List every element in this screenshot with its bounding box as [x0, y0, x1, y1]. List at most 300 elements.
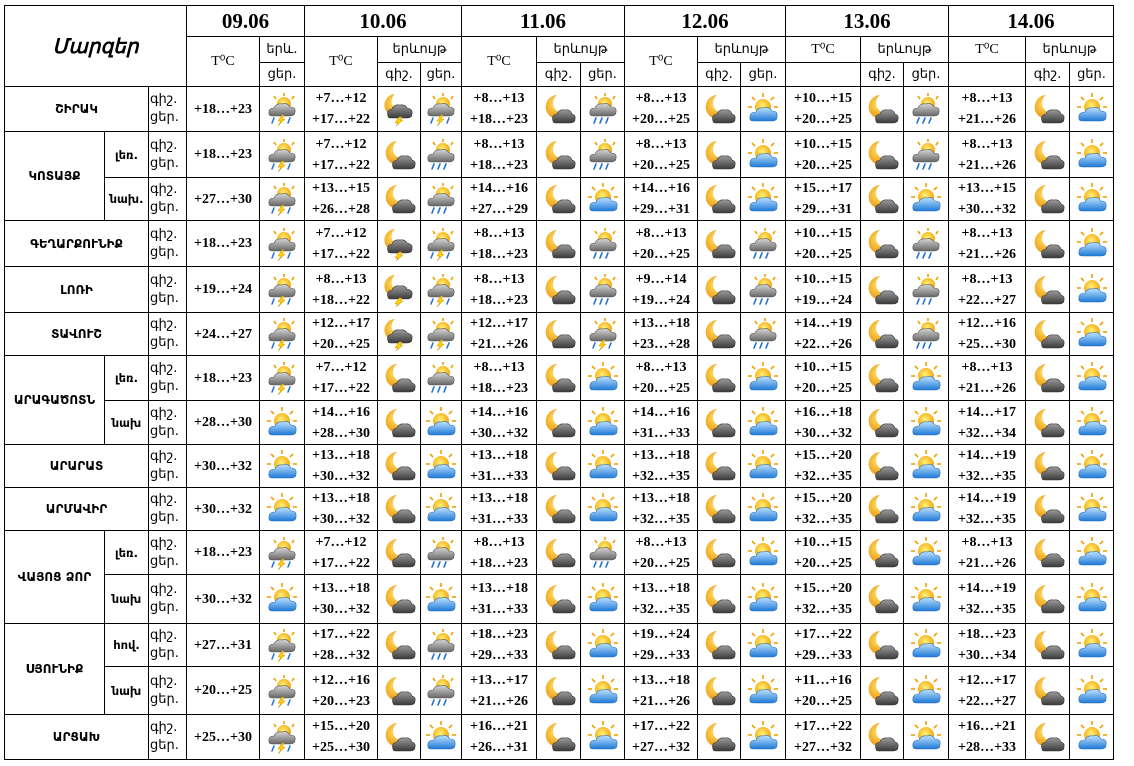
night-temp: +13…+18	[632, 672, 690, 688]
time-of-day-labels	[149, 267, 187, 313]
day-temp: +25…+30	[958, 337, 1016, 352]
night-temp: +8…+13	[473, 360, 525, 375]
night-temp: +10…+15	[794, 136, 852, 152]
moon-storm-icon	[378, 92, 420, 126]
night-label: գիշ.	[150, 226, 178, 242]
temperature-cell	[786, 313, 861, 356]
night-temp: +13…+18	[632, 316, 690, 331]
moon-cloud-icon	[378, 628, 420, 662]
temperature-cell	[949, 87, 1026, 132]
sun-cloud-icon	[904, 449, 948, 483]
moon-cloud-icon	[378, 536, 420, 570]
weather-icon-cell	[537, 221, 581, 267]
weather-icon-cell	[741, 531, 786, 575]
day-temp: +27…+32	[632, 740, 690, 755]
day-temp: +20…+25	[632, 381, 690, 396]
day-label: ցեր.	[150, 423, 179, 439]
temperature-cell	[462, 445, 537, 488]
moon-cloud-icon	[378, 449, 420, 483]
region-name: ՎԱՅՈՑ ՁՈՐ	[5, 531, 105, 624]
night-temp: +12…+17	[470, 316, 528, 331]
weather-icon-cell	[581, 488, 625, 531]
temperature-cell	[462, 267, 537, 313]
day-temp: +32…+35	[632, 469, 690, 484]
temperature-cell	[625, 401, 698, 445]
sun-storm-icon	[260, 720, 304, 754]
moon-cloud-icon	[537, 449, 580, 483]
moon-cloud-icon	[537, 227, 580, 261]
moon-cloud-icon	[861, 182, 903, 216]
night-label: գիշ.	[150, 182, 178, 197]
weather-icon-cell	[904, 356, 949, 401]
day-temp: +27…+31	[194, 637, 252, 653]
table-row	[5, 488, 1114, 531]
moon-cloud-icon	[537, 92, 580, 126]
moon-cloud-icon	[1026, 674, 1069, 708]
sun-storm-icon	[260, 317, 304, 351]
weather-icon-cell	[421, 267, 462, 313]
weather-icon-cell	[537, 531, 581, 575]
weather-icon-cell	[741, 267, 786, 313]
moon-cloud-icon	[861, 449, 903, 483]
temperature-cell	[625, 575, 698, 624]
sun-cloud-icon	[421, 406, 461, 440]
sun-storm-icon	[421, 273, 461, 307]
weather-icon-cell	[260, 267, 305, 313]
night-temp: +14…+16	[470, 181, 528, 196]
temperature-cell	[187, 267, 260, 313]
moon-cloud-icon	[1026, 317, 1069, 351]
night-temp: +12…+17	[312, 316, 370, 331]
region-name: ՇԻՐԱԿ	[5, 87, 149, 132]
weather-icon-cell	[698, 667, 741, 715]
night-label: գիշ.	[150, 317, 178, 332]
weather-icon-cell	[861, 445, 904, 488]
day-label: ցեր.	[150, 244, 179, 260]
temperature-cell	[305, 715, 378, 760]
temperature-cell	[625, 488, 698, 531]
moon-cloud-icon	[861, 582, 903, 616]
time-of-day-labels	[149, 313, 187, 356]
weather-icon-cell	[581, 531, 625, 575]
moon-cloud-icon	[537, 406, 580, 440]
night-label: գիշ.	[378, 63, 421, 87]
night-temp: +14…+19	[958, 448, 1016, 463]
sun-rain-icon	[421, 138, 461, 172]
temperature-cell	[305, 531, 378, 575]
weather-icon-cell	[1070, 715, 1114, 760]
day-temp: +17…+22	[312, 246, 370, 262]
weather-icon-cell	[378, 178, 421, 221]
night-temp: +7…+12	[315, 225, 367, 241]
night-label: գիշ.	[150, 535, 178, 551]
weather-icon-cell	[421, 132, 462, 178]
time-of-day-labels	[149, 445, 187, 488]
weather-icon-cell	[741, 87, 786, 132]
weather-icon-cell	[581, 401, 625, 445]
weather-icon-cell	[421, 575, 462, 624]
table-row	[5, 624, 1114, 667]
sun-cloud-icon	[260, 492, 304, 526]
weather-icon-cell	[861, 624, 904, 667]
weather-icon-cell	[581, 356, 625, 401]
weather-icon-cell	[741, 178, 786, 221]
temperature-cell	[462, 356, 537, 401]
weather-icon-cell	[1026, 356, 1070, 401]
table-row	[5, 87, 1114, 132]
moon-cloud-icon	[698, 182, 740, 216]
weather-icon-cell	[378, 488, 421, 531]
weather-icon-cell	[698, 356, 741, 401]
sun-cloud-icon	[581, 449, 624, 483]
sun-cloud-icon	[904, 536, 948, 570]
day-temp: +22…+26	[794, 337, 852, 352]
weather-icon-cell	[421, 313, 462, 356]
temperature-cell	[786, 715, 861, 760]
weather-icon-cell	[260, 178, 305, 221]
temperature-cell	[305, 488, 378, 531]
night-temp: +15…+20	[312, 719, 370, 734]
weather-icon-cell	[698, 132, 741, 178]
day-temp: +32…+35	[794, 602, 852, 617]
temperature-cell	[625, 267, 698, 313]
weather-icon-cell	[537, 715, 581, 760]
night-temp: +8…+13	[473, 534, 525, 550]
day-label: ցեր.	[260, 63, 305, 87]
sun-cloud-icon	[421, 449, 461, 483]
weather-icon-cell	[904, 313, 949, 356]
region-name: ԼՈՌԻ	[5, 267, 149, 313]
weather-icon-cell	[421, 401, 462, 445]
day-temp: +17…+22	[312, 381, 370, 396]
night-label: գիշ.	[537, 63, 581, 87]
moon-cloud-icon	[537, 492, 580, 526]
sun-cloud-icon	[741, 361, 785, 395]
weather-icon-cell	[1070, 624, 1114, 667]
temperature-cell	[305, 221, 378, 267]
temperature-cell	[462, 531, 537, 575]
weather-icon-cell	[260, 667, 305, 715]
day-temp: +18…+23	[470, 381, 528, 396]
weather-icon-cell	[1026, 132, 1070, 178]
day-label: ցեր.	[904, 63, 949, 87]
weather-icon-cell	[378, 531, 421, 575]
day-temp: +30…+32	[194, 591, 252, 607]
temperature-cell	[949, 445, 1026, 488]
temperature-cell	[786, 445, 861, 488]
weather-icon-cell	[378, 575, 421, 624]
weather-icon-cell	[537, 624, 581, 667]
weather-icon-cell	[698, 531, 741, 575]
weather-icon-cell	[1026, 87, 1070, 132]
temperature-cell	[305, 401, 378, 445]
temperature-cell	[187, 178, 260, 221]
temperature-cell	[786, 401, 861, 445]
day-temp: +20…+25	[632, 157, 690, 173]
weather-icon-cell	[421, 356, 462, 401]
night-temp: +8…+13	[635, 360, 687, 375]
night-temp: +8…+13	[635, 225, 687, 241]
temperature-cell	[462, 313, 537, 356]
weather-icon-cell	[741, 313, 786, 356]
weather-icon-cell	[260, 313, 305, 356]
temperature-cell	[462, 667, 537, 715]
temperature-cell	[305, 667, 378, 715]
weather-icon-cell	[698, 445, 741, 488]
temperature-cell	[625, 87, 698, 132]
moon-cloud-icon	[698, 138, 740, 172]
day-temp: +31…+33	[470, 512, 528, 527]
subregion-label: լեռ.	[105, 356, 149, 401]
sun-cloud-icon	[260, 449, 304, 483]
weather-icon-cell	[741, 445, 786, 488]
moon-storm-icon	[378, 317, 420, 351]
night-temp: +11…+16	[794, 672, 852, 688]
weather-icon-cell	[741, 401, 786, 445]
temperature-cell	[625, 531, 698, 575]
day-label: ցեր.	[741, 63, 786, 87]
weather-icon-cell	[741, 667, 786, 715]
date-header-2: 11.06	[462, 6, 625, 37]
region-name: ԱՐԱՐԱՏ	[5, 445, 149, 488]
sun-cloud-icon	[1070, 720, 1113, 754]
night-label: գիշ.	[150, 492, 178, 507]
weather-icon-cell	[1026, 488, 1070, 531]
sun-storm-icon	[421, 227, 461, 261]
weather-icon-cell	[260, 715, 305, 760]
day-temp: +18…+23	[194, 370, 252, 386]
temperature-cell	[786, 575, 861, 624]
sun-cloud-icon	[904, 182, 948, 216]
weather-icon-cell	[537, 356, 581, 401]
table-row	[5, 575, 1114, 624]
sun-cloud-icon	[741, 674, 785, 708]
weather-icon-cell	[581, 313, 625, 356]
day-label: ցեր.	[150, 335, 179, 350]
moon-cloud-icon	[861, 720, 903, 754]
temperature-cell	[786, 356, 861, 401]
moon-cloud-icon	[861, 361, 903, 395]
day-temp: +18…+23	[194, 545, 252, 560]
night-label: գիշ.	[861, 63, 904, 87]
day-temp: +18…+23	[470, 246, 528, 262]
temperature-cell	[625, 313, 698, 356]
night-label: գիշ.	[150, 582, 178, 597]
night-temp: +7…+12	[315, 91, 367, 106]
sun-cloud-icon	[741, 182, 785, 216]
temperature-cell	[305, 87, 378, 132]
day-temp: +20…+25	[794, 693, 852, 709]
night-temp: +8…+13	[961, 225, 1013, 241]
moon-cloud-icon	[1026, 406, 1069, 440]
night-label: գիշ.	[1026, 63, 1070, 87]
night-temp: +8…+13	[635, 91, 687, 106]
region-name: ԱՐԱԳԱԾՈՏՆ	[5, 356, 105, 445]
sun-cloud-icon	[581, 582, 624, 616]
moon-cloud-icon	[537, 138, 580, 172]
weather-icon-cell	[861, 87, 904, 132]
night-temp: +17…+22	[794, 719, 852, 734]
sun-storm-icon	[260, 628, 304, 662]
moon-storm-icon	[378, 273, 420, 307]
sun-storm-icon	[421, 92, 461, 126]
temp-header: T⁰C	[462, 37, 537, 87]
night-temp: +10…+15	[794, 360, 852, 375]
moon-cloud-icon	[1026, 273, 1069, 307]
night-label: գիշ.	[150, 272, 178, 288]
moon-cloud-icon	[698, 361, 740, 395]
sun-cloud-icon	[1070, 449, 1113, 483]
weather-icon-cell	[698, 267, 741, 313]
day-temp: +18…+23	[470, 292, 528, 308]
night-label: գիշ.	[150, 405, 178, 421]
night-temp: +13…+18	[470, 581, 528, 596]
day-label: ցեր.	[421, 63, 462, 87]
weather-icon-cell	[1026, 667, 1070, 715]
sun-cloud-icon	[1070, 674, 1113, 708]
sun-cloud-icon	[260, 582, 304, 616]
night-label: գիշ.	[150, 92, 178, 107]
weather-icon-cell	[378, 715, 421, 760]
day-temp: +18…+23	[194, 101, 252, 117]
weather-icon-cell	[1026, 221, 1070, 267]
weather-icon-cell	[741, 221, 786, 267]
day-temp: +28…+30	[194, 415, 252, 430]
weather-icon-cell	[421, 445, 462, 488]
temp-header: T⁰C	[625, 37, 698, 87]
time-of-day-labels	[149, 488, 187, 531]
temperature-cell	[786, 488, 861, 531]
weather-icon-cell	[537, 401, 581, 445]
sun-cloud-icon	[581, 674, 624, 708]
night-temp: +14…+19	[794, 316, 852, 331]
day-temp: +18…+23	[470, 157, 528, 173]
sun-storm-icon	[260, 182, 304, 216]
moon-cloud-icon	[1026, 492, 1069, 526]
night-temp: +13…+18	[632, 491, 690, 506]
day-temp: +18…+22	[312, 292, 370, 308]
night-temp: +14…+16	[470, 404, 528, 420]
moon-cloud-icon	[861, 492, 903, 526]
weather-icon-cell	[1070, 221, 1114, 267]
sun-cloud-icon	[741, 449, 785, 483]
sun-storm-icon	[581, 317, 624, 351]
sun-rain-icon	[421, 674, 461, 708]
night-temp: +14…+16	[632, 404, 690, 420]
moon-cloud-icon	[698, 406, 740, 440]
sun-cloud-icon	[581, 720, 624, 754]
night-temp: +10…+15	[794, 225, 852, 241]
table-row	[5, 356, 1114, 401]
night-temp: +8…+13	[961, 271, 1013, 287]
weather-icon-cell	[260, 401, 305, 445]
day-temp: +21…+26	[958, 555, 1016, 571]
day-temp: +32…+35	[794, 512, 852, 527]
sun-cloud-icon	[421, 492, 461, 526]
day-temp: +21…+26	[958, 246, 1016, 262]
sun-cloud-icon	[741, 406, 785, 440]
region-name: ԳԵՂԱՐՔՈՒՆԻՔ	[5, 221, 149, 267]
sun-cloud-icon	[1070, 628, 1113, 662]
night-label: գիշ.	[150, 361, 178, 376]
weather-icon-cell	[904, 132, 949, 178]
weather-icon-cell	[904, 667, 949, 715]
temperature-cell	[786, 267, 861, 313]
weather-icon-cell	[1026, 715, 1070, 760]
day-temp: +30…+32	[312, 602, 370, 617]
night-temp: +10…+15	[794, 534, 852, 550]
weather-icon-cell	[537, 445, 581, 488]
temperature-cell	[786, 132, 861, 178]
day-temp: +18…+23	[194, 236, 252, 251]
weather-icon-cell	[537, 178, 581, 221]
temperature-cell	[462, 624, 537, 667]
time-of-day-labels	[149, 87, 187, 132]
weather-icon-cell	[378, 267, 421, 313]
moon-cloud-icon	[698, 492, 740, 526]
weather-icon-cell	[537, 488, 581, 531]
moon-cloud-icon	[1026, 628, 1069, 662]
temperature-cell	[187, 531, 260, 575]
weather-icon-cell	[741, 488, 786, 531]
weather-icon-cell	[741, 575, 786, 624]
weather-icon-cell	[904, 178, 949, 221]
date-header-3: 12.06	[625, 6, 786, 37]
night-temp: +7…+12	[315, 136, 367, 152]
weather-icon-cell	[741, 356, 786, 401]
moon-cloud-icon	[861, 317, 903, 351]
moon-cloud-icon	[861, 536, 903, 570]
night-temp: +8…+13	[961, 91, 1013, 106]
time-of-day-labels	[149, 624, 187, 667]
day-temp: +30…+32	[794, 425, 852, 441]
night-temp: +13…+17	[470, 672, 528, 688]
day-temp: +20…+25	[312, 337, 370, 352]
table-row	[5, 267, 1114, 313]
moon-cloud-icon	[378, 582, 420, 616]
moon-cloud-icon	[698, 720, 740, 754]
weather-icon-cell	[378, 445, 421, 488]
time-of-day-labels	[149, 221, 187, 267]
day-label: ցեր.	[150, 290, 179, 306]
sun-cloud-icon	[741, 138, 785, 172]
day-temp: +21…+26	[632, 693, 690, 709]
temperature-cell	[305, 575, 378, 624]
sun-cloud-icon	[1070, 227, 1113, 261]
sun-storm-icon	[260, 138, 304, 172]
weather-icon-cell	[378, 132, 421, 178]
sun-rain-icon	[904, 227, 948, 261]
table-row	[5, 132, 1114, 178]
night-temp: +12…+16	[958, 316, 1016, 331]
temperature-cell	[462, 488, 537, 531]
moon-cloud-icon	[861, 227, 903, 261]
night-temp: +10…+15	[794, 271, 852, 287]
time-of-day-labels	[149, 401, 187, 445]
night-label: գիշ.	[150, 137, 178, 153]
sun-storm-icon	[260, 361, 304, 395]
day-temp: +29…+33	[470, 648, 528, 663]
temperature-cell	[949, 178, 1026, 221]
date-header-0: 09.06	[187, 6, 305, 37]
sun-rain-icon	[581, 92, 624, 126]
temp-header: T⁰C	[786, 37, 861, 63]
night-temp: +13…+15	[312, 181, 370, 196]
night-temp: +8…+13	[635, 534, 687, 550]
temperature-cell	[462, 575, 537, 624]
weather-icon-cell	[581, 667, 625, 715]
temperature-cell	[305, 132, 378, 178]
